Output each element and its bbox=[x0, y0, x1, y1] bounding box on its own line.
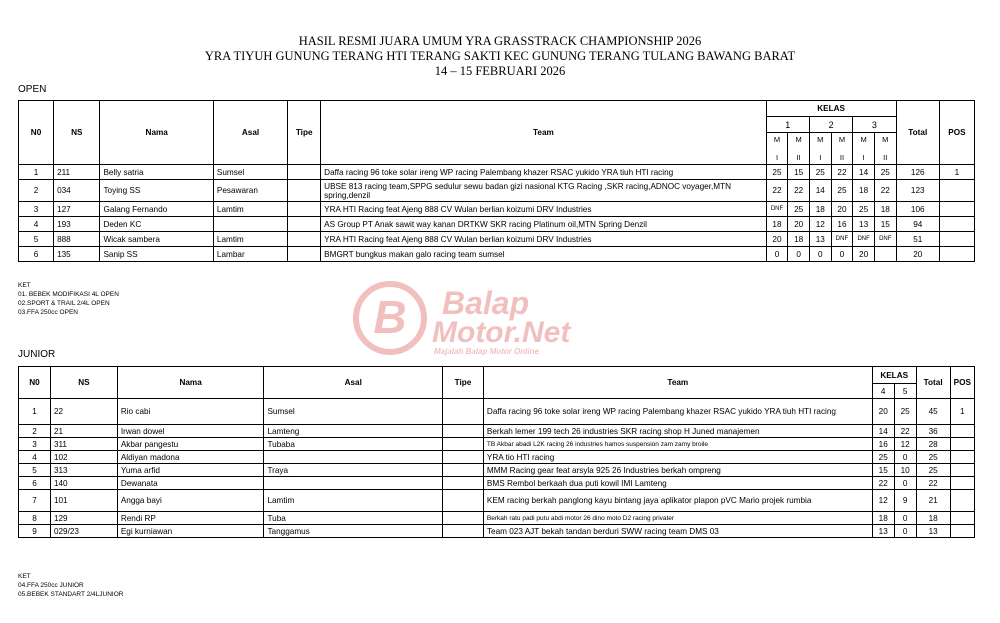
section-label-open: OPEN bbox=[18, 84, 47, 95]
row-tipe bbox=[442, 464, 483, 477]
title-line-1: HASIL RESMI JUARA UMUM YRA GRASSTRACK CHAMPIONSHIP 2026 bbox=[298, 34, 702, 48]
row-score: 16 bbox=[831, 217, 853, 232]
row-ns: 135 bbox=[54, 247, 100, 262]
row-asal: Lamtim bbox=[213, 232, 287, 247]
row-score: 16 bbox=[872, 438, 894, 451]
row-team: Berkah ratu padi putu abdi motor 26 dino moto D2 racing privater bbox=[483, 512, 872, 525]
col-header-nama: Nama bbox=[100, 101, 213, 165]
row-score: DNF bbox=[831, 232, 853, 247]
row-pos bbox=[950, 451, 974, 464]
col-header-total: Total bbox=[896, 101, 939, 165]
row-tipe bbox=[442, 525, 483, 538]
row-no: 6 bbox=[19, 247, 54, 262]
row-ns: 22 bbox=[50, 399, 117, 425]
row-tipe bbox=[288, 180, 321, 202]
row-score: 10 bbox=[894, 464, 916, 477]
row-tipe bbox=[442, 451, 483, 464]
row-score: 0 bbox=[894, 477, 916, 490]
row-no: 9 bbox=[19, 525, 51, 538]
row-ns: 140 bbox=[50, 477, 117, 490]
row-asal: Lamtim bbox=[213, 202, 287, 217]
moto-header: M II bbox=[874, 133, 896, 165]
table-row bbox=[19, 180, 975, 202]
row-ns: 888 bbox=[54, 232, 100, 247]
ket-line: 01. BEBEK MODIFIKASI 4L OPEN bbox=[18, 291, 119, 298]
open-ket-notes bbox=[18, 281, 119, 317]
col-header-total: Total bbox=[916, 367, 950, 399]
row-pos bbox=[939, 180, 974, 202]
row-ns: 129 bbox=[50, 512, 117, 525]
col-header-team: Team bbox=[483, 367, 872, 399]
row-asal: Sumsel bbox=[264, 399, 443, 425]
table-row bbox=[19, 247, 975, 262]
col-header-ns: NS bbox=[54, 101, 100, 165]
section-label-junior: JUNIOR bbox=[18, 349, 56, 360]
table-row bbox=[19, 202, 975, 217]
row-pos: 1 bbox=[950, 399, 974, 425]
row-nama: Galang Fernando bbox=[100, 202, 213, 217]
row-nama: Rendi RP bbox=[117, 512, 264, 525]
row-nama: Sanip SS bbox=[100, 247, 213, 262]
row-score: 0 bbox=[788, 247, 810, 262]
row-no: 1 bbox=[19, 165, 54, 180]
row-pos bbox=[950, 477, 974, 490]
row-score: 20 bbox=[831, 202, 853, 217]
row-score: 25 bbox=[872, 451, 894, 464]
row-nama: Belly satria bbox=[100, 165, 213, 180]
row-score: DNF bbox=[853, 232, 875, 247]
row-asal: Traya bbox=[264, 464, 443, 477]
row-score: 12 bbox=[809, 217, 831, 232]
watermark-line-2: Motor.Net bbox=[432, 316, 571, 349]
row-total: 45 bbox=[916, 399, 950, 425]
row-no: 3 bbox=[19, 202, 54, 217]
kelas-4-header: 4 bbox=[872, 384, 894, 399]
row-tipe bbox=[442, 477, 483, 490]
col-header-no: N0 bbox=[19, 367, 51, 399]
col-header-asal: Asal bbox=[264, 367, 443, 399]
row-nama: Toying SS bbox=[100, 180, 213, 202]
ket-line: KET bbox=[18, 282, 31, 289]
row-pos bbox=[950, 525, 974, 538]
row-score: 15 bbox=[874, 217, 896, 232]
col-header-nama: Nama bbox=[117, 367, 264, 399]
junior-results-table bbox=[18, 366, 975, 538]
col-header-asal: Asal bbox=[213, 101, 287, 165]
table-row bbox=[19, 438, 975, 451]
table-row bbox=[19, 165, 975, 180]
row-team: KEM racing berkah panglong kayu bintang jaya aplikator plapon pVC Mario projek rumbia bbox=[483, 490, 872, 512]
row-score: 18 bbox=[853, 180, 875, 202]
ket-line: 05.BEBEK STANDART 2/4LJUNIOR bbox=[18, 591, 124, 598]
row-team: TB Akbar abadi L2K racing 26 industries hamos suspension zam zamy broile bbox=[483, 438, 872, 451]
title-line-3: 14 – 15 FEBRUARI 2026 bbox=[434, 64, 566, 78]
open-results-table bbox=[18, 100, 975, 262]
row-pos bbox=[950, 490, 974, 512]
row-tipe bbox=[288, 165, 321, 180]
row-asal: Lamtim bbox=[264, 490, 443, 512]
moto-header: M II bbox=[788, 133, 810, 165]
table-row bbox=[19, 464, 975, 477]
moto-header: M I bbox=[853, 133, 875, 165]
row-no: 2 bbox=[19, 425, 51, 438]
row-score: 14 bbox=[809, 180, 831, 202]
row-tipe bbox=[288, 232, 321, 247]
row-nama: Deden KC bbox=[100, 217, 213, 232]
row-pos bbox=[950, 512, 974, 525]
row-tipe bbox=[442, 425, 483, 438]
table-row bbox=[19, 512, 975, 525]
row-score: 0 bbox=[894, 512, 916, 525]
row-score: 12 bbox=[872, 490, 894, 512]
row-nama: Wicak sambera bbox=[100, 232, 213, 247]
kelas-5-header: 5 bbox=[894, 384, 916, 399]
row-ns: 127 bbox=[54, 202, 100, 217]
moto-header: M II bbox=[831, 133, 853, 165]
row-asal bbox=[264, 451, 443, 464]
col-header-team: Team bbox=[321, 101, 767, 165]
row-score: 25 bbox=[809, 165, 831, 180]
moto-header: M I bbox=[766, 133, 788, 165]
row-asal: Tanggamus bbox=[264, 525, 443, 538]
row-asal: Sumsel bbox=[213, 165, 287, 180]
row-score: 25 bbox=[831, 180, 853, 202]
row-nama: Dewanata bbox=[117, 477, 264, 490]
kelas-1-header: 1 bbox=[766, 117, 809, 133]
row-score: 18 bbox=[874, 202, 896, 217]
row-score: 0 bbox=[894, 525, 916, 538]
col-header-tipe: Tipe bbox=[442, 367, 483, 399]
row-total: 123 bbox=[896, 180, 939, 202]
row-team: AS Group PT Anak sawit way kanan DRTKW SKR racing Platinum oil,MTN Spring Denzil bbox=[321, 217, 767, 232]
table-row bbox=[19, 477, 975, 490]
row-pos bbox=[950, 425, 974, 438]
row-no: 7 bbox=[19, 490, 51, 512]
balapmotor-watermark-logo bbox=[352, 278, 652, 358]
row-total: 25 bbox=[916, 451, 950, 464]
row-team: Berkah lemer 199 tech 26 industries SKR racing shop H Juned manajemen bbox=[483, 425, 872, 438]
junior-ket-notes bbox=[18, 572, 123, 599]
row-tipe bbox=[442, 512, 483, 525]
row-team: BMGRT bungkus makan galo racing team sumsel bbox=[321, 247, 767, 262]
row-score: 22 bbox=[872, 477, 894, 490]
row-pos bbox=[939, 232, 974, 247]
row-total: 28 bbox=[916, 438, 950, 451]
row-tipe bbox=[288, 217, 321, 232]
row-team: Daffa racing 96 toke solar ireng WP racing Palembang khazer RSAC yukido YRA tiuh HTI racing bbox=[483, 399, 872, 425]
row-score: 20 bbox=[872, 399, 894, 425]
row-total: 126 bbox=[896, 165, 939, 180]
table-row bbox=[19, 217, 975, 232]
row-score: 25 bbox=[788, 202, 810, 217]
row-pos bbox=[939, 217, 974, 232]
row-score: 14 bbox=[872, 425, 894, 438]
row-total: 25 bbox=[916, 464, 950, 477]
row-ns: 21 bbox=[50, 425, 117, 438]
row-score: 25 bbox=[894, 399, 916, 425]
row-no: 1 bbox=[19, 399, 51, 425]
row-total: 21 bbox=[916, 490, 950, 512]
col-header-ns: NS bbox=[50, 367, 117, 399]
row-ns: 034 bbox=[54, 180, 100, 202]
row-score: 0 bbox=[831, 247, 853, 262]
row-pos: 1 bbox=[939, 165, 974, 180]
col-header-kelas: KELAS bbox=[872, 367, 916, 384]
table-row bbox=[19, 451, 975, 464]
row-score: 18 bbox=[788, 232, 810, 247]
row-asal: Lambar bbox=[213, 247, 287, 262]
row-no: 2 bbox=[19, 180, 54, 202]
row-tipe bbox=[442, 399, 483, 425]
row-score: 22 bbox=[874, 180, 896, 202]
row-asal: Tubaba bbox=[264, 438, 443, 451]
row-score: 15 bbox=[788, 165, 810, 180]
row-asal: Lamteng bbox=[264, 425, 443, 438]
row-team: Daffa racing 96 toke solar ireng WP racing Palembang khazer RSAC yukido YRA tiuh HTI racing bbox=[321, 165, 767, 180]
row-score: 0 bbox=[809, 247, 831, 262]
row-score: 13 bbox=[809, 232, 831, 247]
row-no: 3 bbox=[19, 438, 51, 451]
row-team: YRA tio HTI racing bbox=[483, 451, 872, 464]
row-score: 22 bbox=[831, 165, 853, 180]
row-team: YRA HTI Racing feat Ajeng 888 CV Wulan berlian koizumi DRV Industries bbox=[321, 202, 767, 217]
row-total: 51 bbox=[896, 232, 939, 247]
table-row bbox=[19, 232, 975, 247]
row-score: 18 bbox=[872, 512, 894, 525]
row-score: DNF bbox=[874, 232, 896, 247]
row-score: 13 bbox=[853, 217, 875, 232]
row-score: 13 bbox=[872, 525, 894, 538]
row-team: UBSE 813 racing team,SPPG sedulur sewu badan gizi nasional KTG Racing ,SKR racing,ADNOC voyager,MTN spring,denzil bbox=[321, 180, 767, 202]
row-score: 25 bbox=[766, 165, 788, 180]
table-row bbox=[19, 490, 975, 512]
ket-line: 03.FFA 250cc OPEN bbox=[18, 309, 78, 316]
row-tipe bbox=[288, 247, 321, 262]
row-pos bbox=[939, 247, 974, 262]
row-pos bbox=[950, 438, 974, 451]
row-asal: Tuba bbox=[264, 512, 443, 525]
row-score: 20 bbox=[766, 232, 788, 247]
row-score: 25 bbox=[853, 202, 875, 217]
col-header-kelas: KELAS bbox=[766, 101, 896, 117]
row-score: 0 bbox=[766, 247, 788, 262]
ket-line: 02.SPORT & TRAIL 2/4L OPEN bbox=[18, 300, 110, 307]
table-row bbox=[19, 425, 975, 438]
row-total: 22 bbox=[916, 477, 950, 490]
row-total: 13 bbox=[916, 525, 950, 538]
row-total: 20 bbox=[896, 247, 939, 262]
kelas-2-header: 2 bbox=[809, 117, 852, 133]
row-nama: Rio cabi bbox=[117, 399, 264, 425]
row-no: 5 bbox=[19, 232, 54, 247]
row-ns: 313 bbox=[50, 464, 117, 477]
table-row bbox=[19, 399, 975, 425]
row-score: 0 bbox=[894, 451, 916, 464]
col-header-no: N0 bbox=[19, 101, 54, 165]
ket-line: KET bbox=[18, 573, 31, 580]
col-header-tipe: Tipe bbox=[288, 101, 321, 165]
row-score: 18 bbox=[766, 217, 788, 232]
row-no: 4 bbox=[19, 451, 51, 464]
row-no: 6 bbox=[19, 477, 51, 490]
row-nama: Akbar pangestu bbox=[117, 438, 264, 451]
row-score: 18 bbox=[809, 202, 831, 217]
row-score: 14 bbox=[853, 165, 875, 180]
row-nama: Irwan dowel bbox=[117, 425, 264, 438]
row-score: 15 bbox=[872, 464, 894, 477]
table-row bbox=[19, 525, 975, 538]
row-team: BMS Rembol berkaah dua puti kowil IMI Lamteng bbox=[483, 477, 872, 490]
row-score: 25 bbox=[874, 165, 896, 180]
row-total: 94 bbox=[896, 217, 939, 232]
row-score bbox=[874, 247, 896, 262]
row-score: 9 bbox=[894, 490, 916, 512]
col-header-pos: POS bbox=[939, 101, 974, 165]
row-asal: Pesawaran bbox=[213, 180, 287, 202]
row-no: 5 bbox=[19, 464, 51, 477]
kelas-3-header: 3 bbox=[853, 117, 896, 133]
watermark-line-1: Balap bbox=[442, 285, 530, 321]
row-score: 22 bbox=[788, 180, 810, 202]
row-tipe bbox=[288, 202, 321, 217]
row-total: 36 bbox=[916, 425, 950, 438]
logo-letter: B bbox=[373, 291, 407, 343]
moto-header: M I bbox=[809, 133, 831, 165]
row-total: 106 bbox=[896, 202, 939, 217]
row-nama: Yuma arfid bbox=[117, 464, 264, 477]
row-total: 18 bbox=[916, 512, 950, 525]
row-team: Team 023 AJT bekah tandan berduri SWW racing team DMS 03 bbox=[483, 525, 872, 538]
row-tipe bbox=[442, 438, 483, 451]
row-ns: 029/23 bbox=[50, 525, 117, 538]
row-tipe bbox=[442, 490, 483, 512]
col-header-pos: POS bbox=[950, 367, 974, 399]
row-no: 8 bbox=[19, 512, 51, 525]
row-ns: 211 bbox=[54, 165, 100, 180]
row-asal bbox=[264, 477, 443, 490]
row-pos bbox=[950, 464, 974, 477]
row-score: DNF bbox=[766, 202, 788, 217]
row-ns: 101 bbox=[50, 490, 117, 512]
row-score: 22 bbox=[894, 425, 916, 438]
watermark-tagline: Majalah Balap Motor Online bbox=[434, 347, 539, 356]
row-team: MMM Racing gear feat arsyla 925 26 Industries berkah ompreng bbox=[483, 464, 872, 477]
row-score: 22 bbox=[766, 180, 788, 202]
row-no: 4 bbox=[19, 217, 54, 232]
row-ns: 311 bbox=[50, 438, 117, 451]
row-pos bbox=[939, 202, 974, 217]
row-nama: Angga bayi bbox=[117, 490, 264, 512]
row-nama: Egi kurniawan bbox=[117, 525, 264, 538]
row-nama: Aldiyan madona bbox=[117, 451, 264, 464]
row-team: YRA HTI Racing feat Ajeng 888 CV Wulan berlian koizumi DRV Industries bbox=[321, 232, 767, 247]
row-ns: 193 bbox=[54, 217, 100, 232]
row-score: 20 bbox=[788, 217, 810, 232]
title-line-2: YRA TIYUH GUNUNG TERANG HTI TERANG SAKTI KEC GUNUNG TERANG TULANG BAWANG BARAT bbox=[204, 49, 796, 63]
row-score: 12 bbox=[894, 438, 916, 451]
row-asal bbox=[213, 217, 287, 232]
ket-line: 04.FFA 250cc JUNIOR bbox=[18, 582, 84, 589]
row-ns: 102 bbox=[50, 451, 117, 464]
row-score: 20 bbox=[853, 247, 875, 262]
